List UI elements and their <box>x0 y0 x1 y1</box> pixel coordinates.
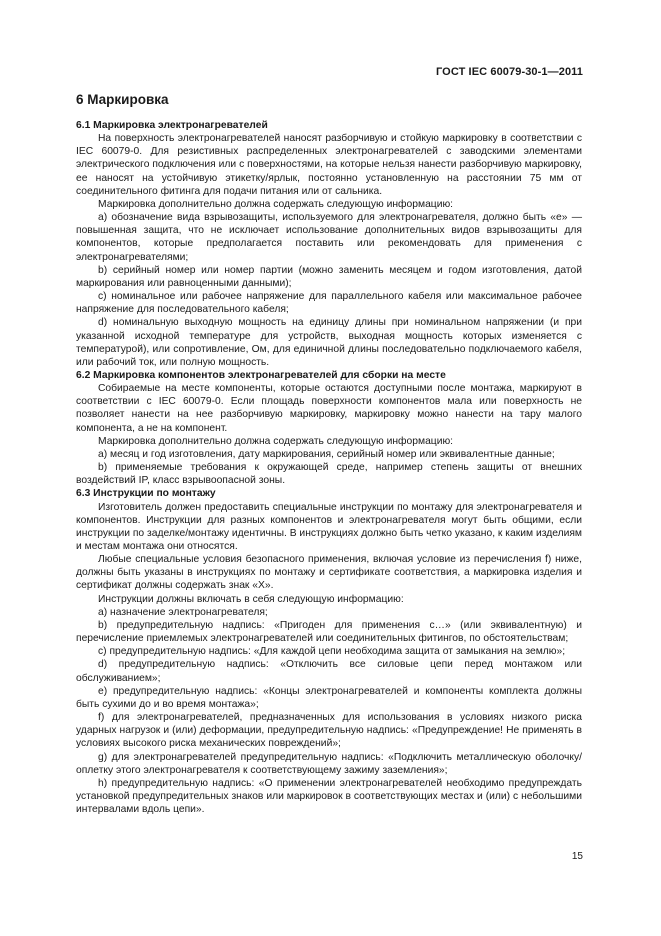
list-item: c) номинальное или рабочее напряжение для параллельного кабеля или максимальное рабочее напряжение для последовательного кабеля; <box>76 291 582 316</box>
paragraph: На поверхность электронагревателей наносят разборчивую и стойкую маркировку в соответствии с IEC 60079-0. Для резистивных распределенных электронагревателей с заводскими элементами электрического подключения или с поверхностями, на которые нельзя нанести разборчивую маркировку, ее наносят на устойчивую этикетку/ярлык, постоянно установленную на расстоянии 75 мм от соединительного фитинга для подачи питания или от сальника. <box>76 133 582 197</box>
list-item: h) предупредительную надпись: «О применении электронагревателей необходимо предупреждать установкой предупредительных знаков или маркировок в соответствующих местах и (или) с небольшими интервалами вдоль цепи». <box>76 777 582 816</box>
section-content <box>76 92 582 816</box>
list-item: d) номинальную выходную мощность на единицу длины при номинальном напряжении (и при указанной исходной температуре для устройств, выходная мощность которых изменяется с температурой), или сопротивление, Ом, для единичной длины последовательно подключаемого кабеля, или рабочий ток, или полную мощность. <box>76 317 582 368</box>
page-number: 15 <box>571 851 583 862</box>
paragraph: Инструкции должны включать в себя следующую информацию: <box>98 593 404 605</box>
list-item: b) применяемые требования к окружающей среде, например степень защиты от внешних воздействий IP, класс взрывоопасной зоны. <box>76 462 582 487</box>
paragraph: Любые специальные условия безопасного применения, включая условие из перечисления f) ниже, должны быть указаны в инструкциях по монтажу и сертификате соответствия, а маркировка изделия и сертификат должны содержать знак «X». <box>76 554 582 592</box>
paragraph: Собираемые на месте компоненты, которые остаются доступными после монтажа, маркируют в соответствии с IEC 60079-0. Если площадь поверхности компонентов мала или поверхность не позволяет нанести на нее разборчивую маркировку, маркировку можно нанести на тару малого компонента, а не на компонент. <box>76 383 582 434</box>
list-item: e) предупредительную надпись: «Концы электронагревателей и компоненты комплекта должны быть сухими до и во время монтажа»; <box>76 685 582 710</box>
subsection-title-6-3: 6.3 Инструкции по монтажу <box>76 488 216 500</box>
section-title: 6 Маркировка <box>76 92 169 107</box>
list-item: f) для электронагревателей, предназначенных для использования в условиях низкого риска ударных нагрузок и (или) деформации, предупредительную надпись: «Предупреждение! Не применять в условиях высокого риска механических повреждений»; <box>76 712 582 750</box>
list-item: a) назначение электронагревателя; <box>98 606 268 618</box>
list-item: a) месяц и год изготовления, дату маркирования, серийный номер или эквивалентные данные; <box>98 448 555 460</box>
standard-header: ГОСТ IEC 60079-30-1—2011 <box>435 66 583 78</box>
list-item: c) предупредительную надпись: «Для каждой цепи необходима защита от замыкания на землю»; <box>98 646 566 658</box>
paragraph: Изготовитель должен предоставить специальные инструкции по монтажу для электронагревателя и компонентов. Инструкции для разных компонентов и электронагревателя могут быть общими, если инструкции по заделке/монтажу идентичны. В инструкциях должно быть четко указано, к каким изделиям и местам монтажа они относятся. <box>76 501 582 552</box>
list-item: b) серийный номер или номер партии (можно заменить месяцем и годом изготовления, датой маркирования или равноценными данными); <box>76 264 582 289</box>
subsection-title-6-2: 6.2 Маркировка компонентов электронагревателей для сборки на месте <box>76 369 446 381</box>
list-item: b) предупредительную надпись: «Пригоден для применения с…» (или эквивалентную) и перечисление приемлемых электронагревателей или соединительных фитингов, по обстоятельствам; <box>76 619 582 645</box>
subsection-title-6-1: 6.1 Маркировка электронагревателей <box>76 120 268 131</box>
list-item: a) обозначение вида взрывозащиты, используемого для электронагревателя, должно быть «е» — повышенная защита, что не исключает использование дополнительных видов взрывозащиты для компонентов, которые предполагается поставить или рекомендовать для применения с электронагревателями; <box>76 212 582 263</box>
list-item: d) предупредительную надпись: «Отключить все силовые цепи перед монтажом или обслуживанием»; <box>76 659 582 684</box>
paragraph: Маркировка дополнительно должна содержать следующую информацию: <box>98 198 454 210</box>
list-item: g) для электронагревателей предупредительную надпись: «Подключить металлическую оболочку/оплетку этого электронагревателя к соответствующему зажиму заземления»; <box>76 751 582 776</box>
paragraph: Маркировка дополнительно должна содержать следующую информацию: <box>98 435 454 447</box>
